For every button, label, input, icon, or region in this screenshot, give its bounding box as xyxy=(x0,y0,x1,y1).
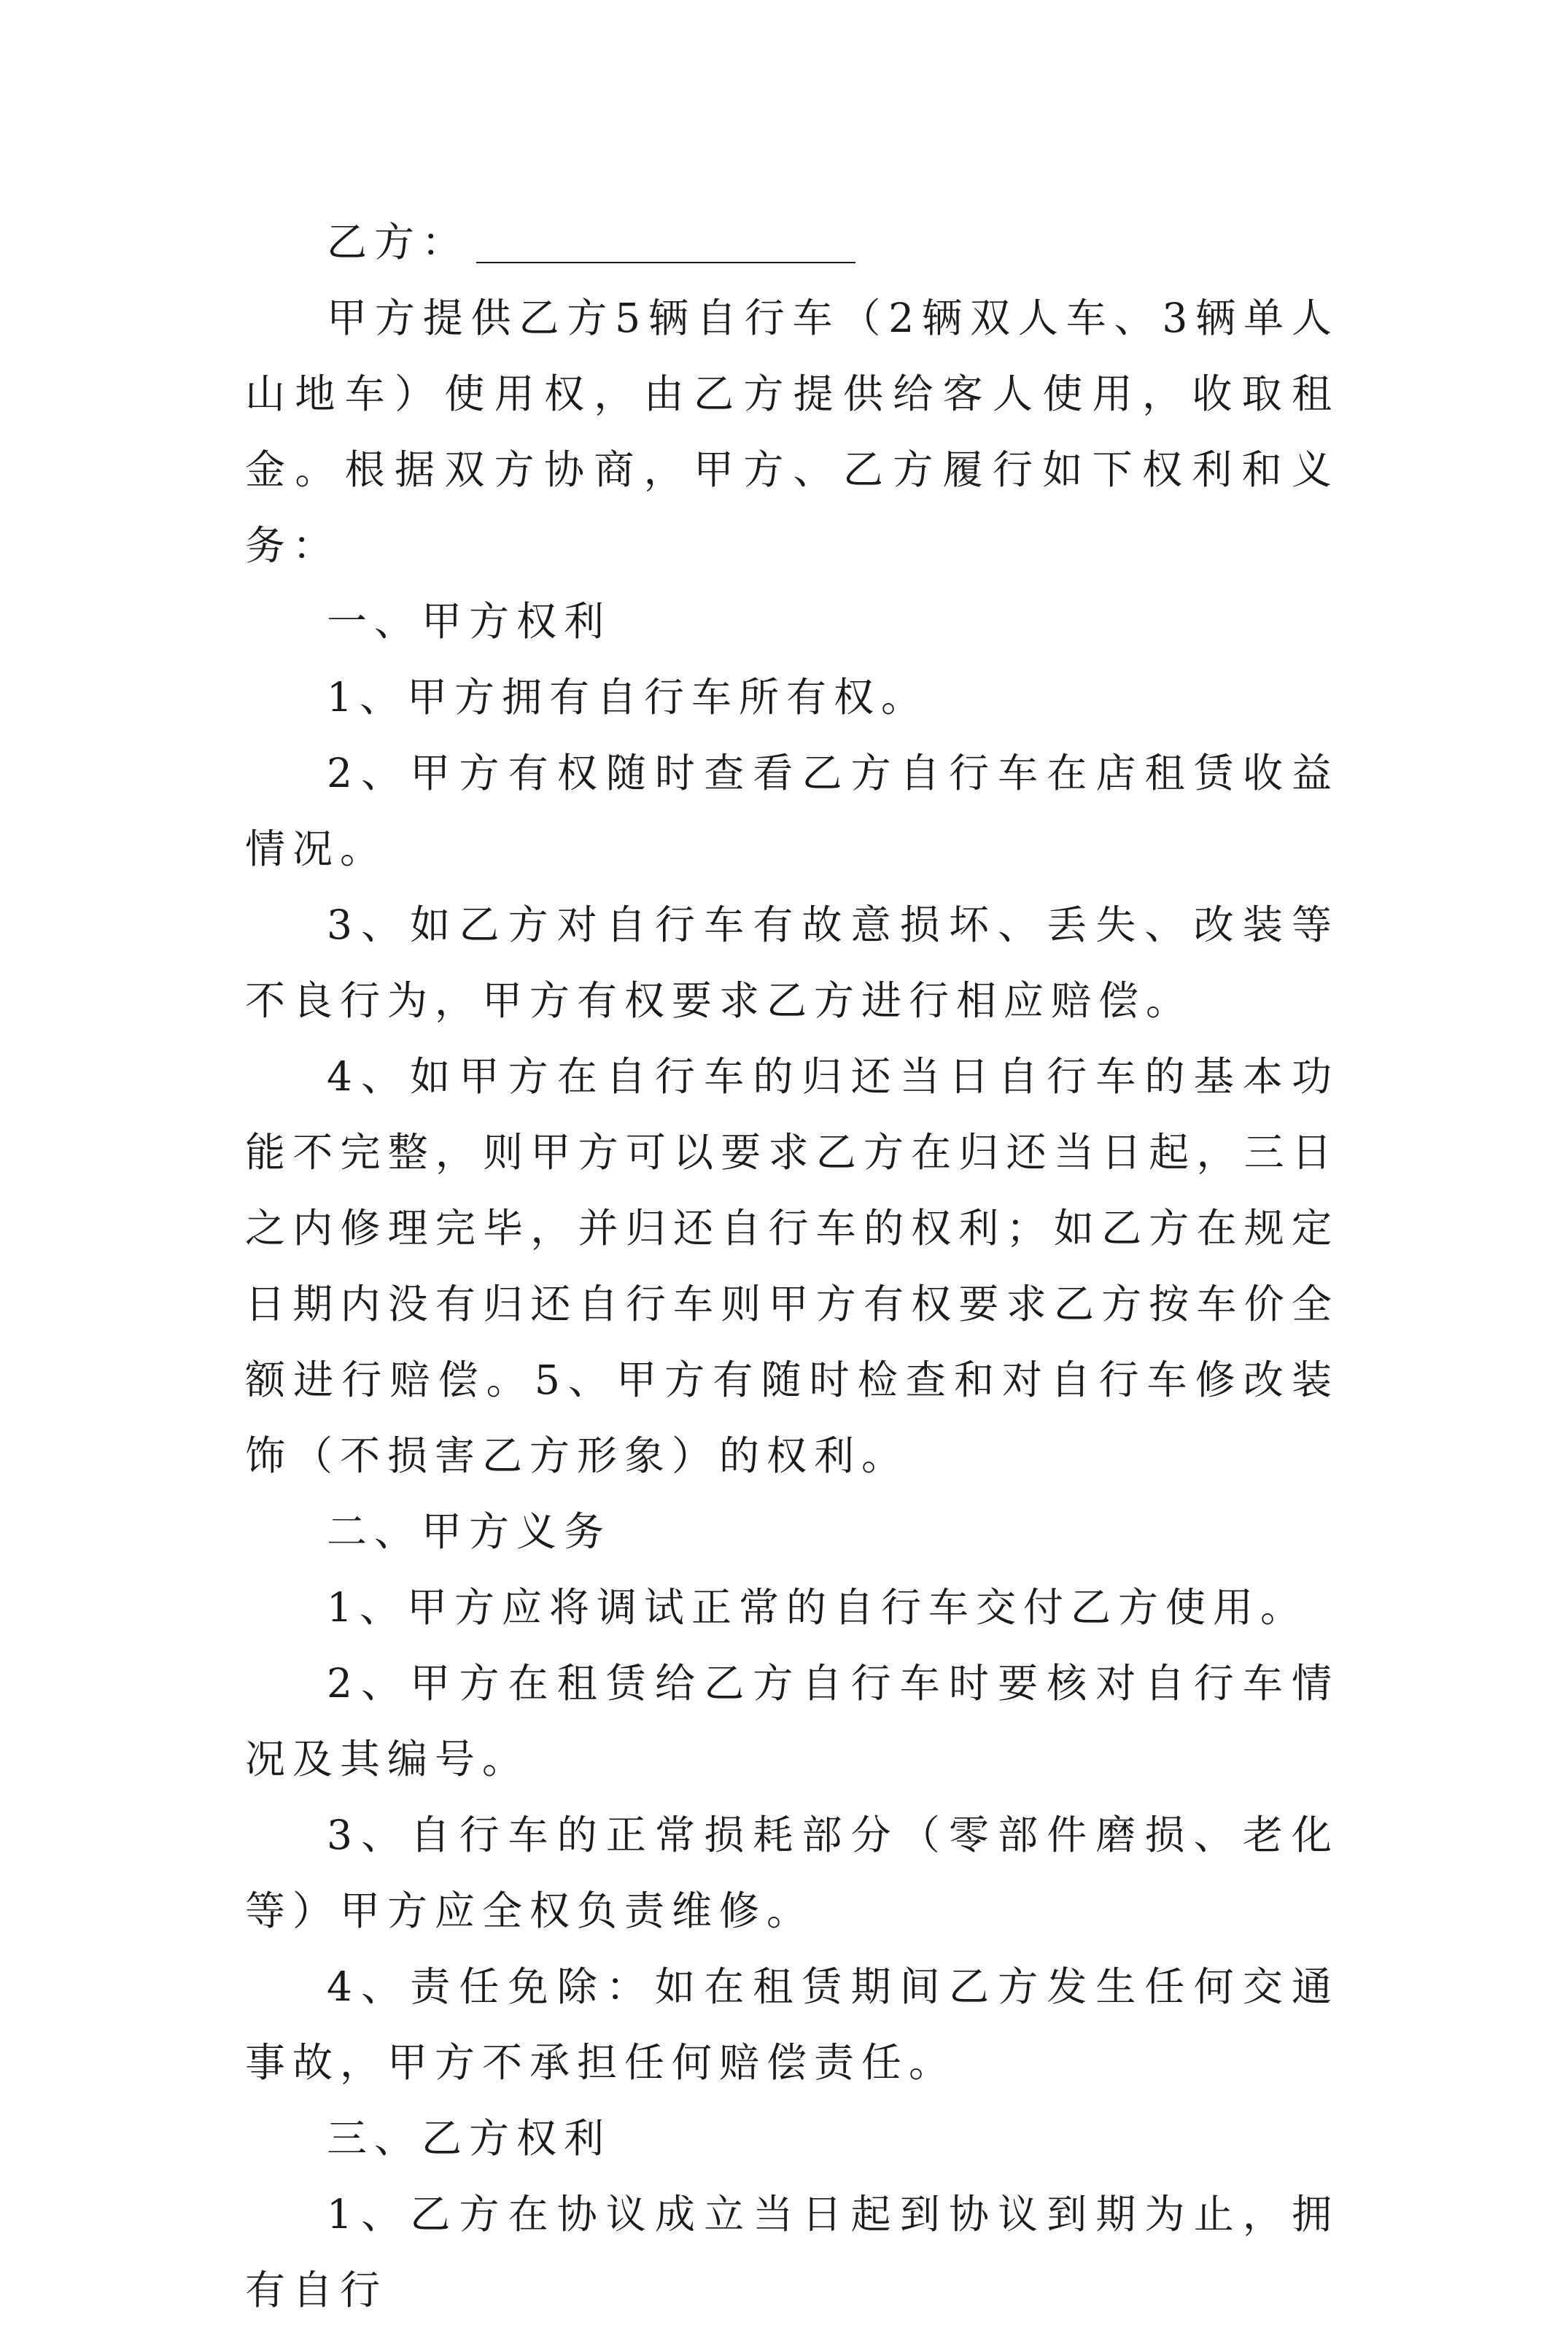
clause-a-obligations-1: 1、甲方应将调试正常的自行车交付乙方使用。 xyxy=(327,1584,1308,1631)
section-heading-party-a-rights: 一、甲方权利 xyxy=(327,598,612,645)
section-heading-party-a-obligations: 二、甲方义务 xyxy=(327,1508,612,1555)
clause-a-rights-3: 3、如乙方对自行车有故意损坏、丢失、改装等不良行为，甲方有权要求乙方进行相应赔偿。 xyxy=(245,901,1339,1024)
clause-a-obligations-3: 3、自行车的正常损耗部分（零部件磨损、老化等）甲方应全权负责维修。 xyxy=(245,1812,1339,1934)
clause-b-rights-1: 1、乙方在协议成立当日起到协议到期为止，拥有自行 xyxy=(245,2191,1339,2313)
party-b-line xyxy=(245,204,1339,280)
clause-a-rights-4-5: 4、如甲方在自行车的归还当日自行车的基本功能不完整，则甲方可以要求乙方在归还当日起，三日之内修理完毕，并归还自行车的权利；如乙方在规定日期内没有归还自行车则甲方有权要求乙方按车价全额进行赔偿。5、甲方有随时检查和对自行车修改装饰（不损害乙方形象）的权利。 xyxy=(245,1053,1339,1479)
signature-blank-line xyxy=(476,262,855,263)
clause-a-obligations-2: 2、甲方在租赁给乙方自行车时要核对自行车情况及其编号。 xyxy=(245,1660,1339,1782)
document-body xyxy=(245,204,1339,2328)
clause-a-rights-1: 1、甲方拥有自行车所有权。 xyxy=(327,674,928,721)
intro-paragraph: 甲方提供乙方5辆自行车（2辆双人车、3辆单人山地车）使用权，由乙方提供给客人使用，收取租金。根据双方协商，甲方、乙方履行如下权利和义务： xyxy=(245,295,1339,569)
clause-a-obligations-4: 4、责任免除：如在租赁期间乙方发生任何交通事故，甲方不承担任何赔偿责任。 xyxy=(245,1963,1339,2086)
clause-a-rights-2: 2、甲方有权随时查看乙方自行车在店租赁收益情况。 xyxy=(245,750,1339,872)
section-heading-party-b-rights: 三、乙方权利 xyxy=(327,2115,612,2162)
party-b-label: 乙方： xyxy=(327,219,470,265)
